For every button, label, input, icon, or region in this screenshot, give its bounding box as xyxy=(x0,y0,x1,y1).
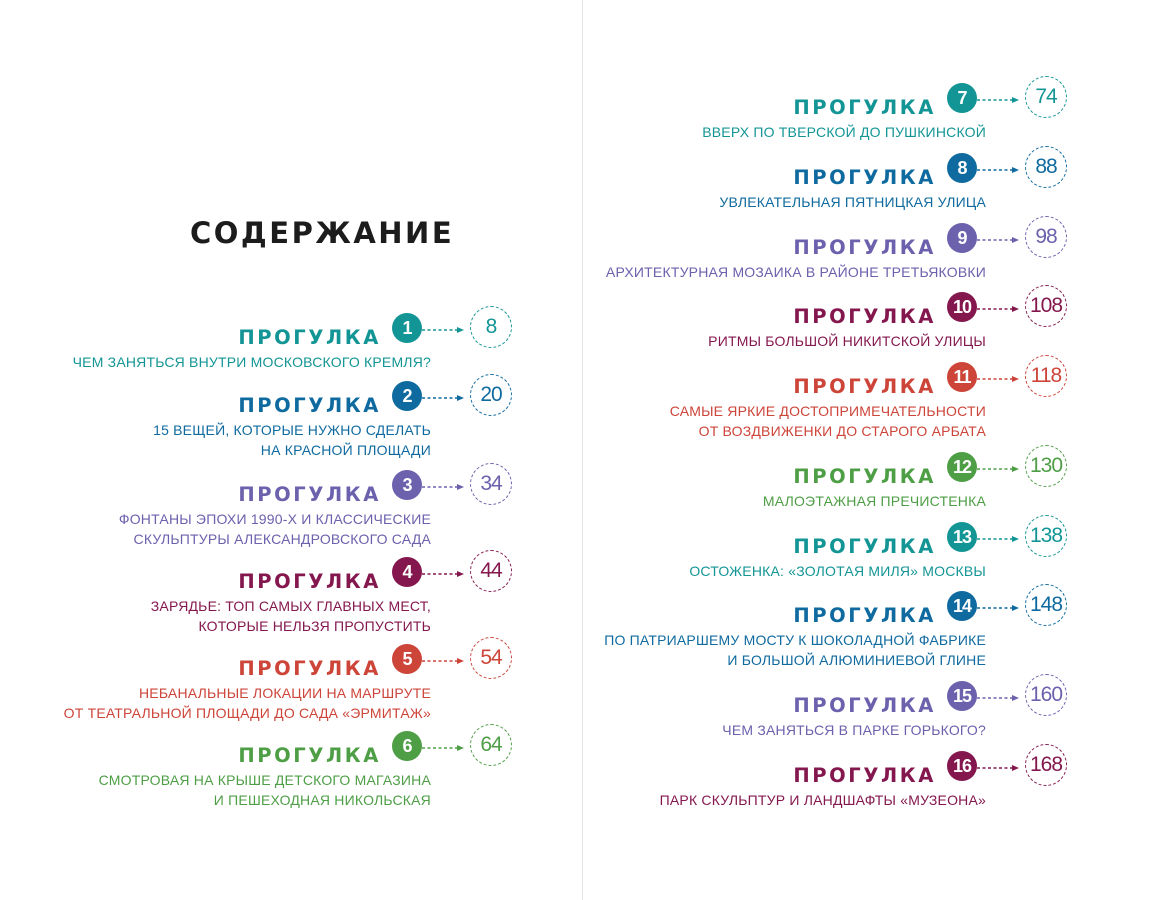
walk-label: ПРОГУЛКА xyxy=(793,535,936,558)
walk-number-badge: 14 xyxy=(947,591,977,621)
walk-label: ПРОГУЛКА xyxy=(793,604,936,627)
walk-number-badge: 13 xyxy=(947,522,977,552)
walk-number-badge: 2 xyxy=(392,381,422,411)
walk-number-badge: 1 xyxy=(392,313,422,343)
walk-number-badge: 6 xyxy=(392,731,422,761)
dashed-arrow-icon xyxy=(422,327,464,333)
page-number-circle[interactable]: 98 xyxy=(1025,216,1067,258)
walk-label: ПРОГУЛКА xyxy=(238,570,381,593)
dashed-arrow-icon xyxy=(422,484,464,490)
walk-subtitle xyxy=(151,596,431,636)
walk-subtitle xyxy=(604,630,986,670)
walk-subtitle xyxy=(708,331,986,351)
walk-subtitle xyxy=(73,352,431,372)
dashed-arrow-icon xyxy=(977,695,1019,701)
page-number-circle[interactable]: 160 xyxy=(1025,674,1067,716)
page-number-circle[interactable]: 108 xyxy=(1025,285,1067,327)
walk-subtitle xyxy=(119,509,431,549)
dashed-arrow-icon xyxy=(422,571,464,577)
walk-label: ПРОГУЛКА xyxy=(793,166,936,189)
walk-subtitle xyxy=(99,770,431,810)
subtitle-line: ОТ ВОЗДВИЖЕНКИ ДО СТАРОГО АРБАТА xyxy=(698,423,986,439)
subtitle-line: ПО ПАТРИАРШЕМУ МОСТУ К ШОКОЛАДНОЙ ФАБРИКЕ xyxy=(604,632,986,648)
subtitle-line: МАЛОЭТАЖНАЯ ПРЕЧИСТЕНКА xyxy=(762,493,986,509)
walk-subtitle xyxy=(719,192,986,212)
walk-subtitle xyxy=(670,401,986,441)
subtitle-line: ПАРК СКУЛЬПТУР И ЛАНДШАФТЫ «МУЗЕОНА» xyxy=(659,792,986,808)
subtitle-line: ФОНТАНЫ ЭПОХИ 1990-Х И КЛАССИЧЕСКИЕ xyxy=(118,511,431,527)
page-number-circle[interactable]: 168 xyxy=(1025,744,1067,786)
subtitle-line: САМЫЕ ЯРКИЕ ДОСТОПРИМЕЧАТЕЛЬНОСТИ xyxy=(669,403,986,419)
page-number-circle[interactable]: 74 xyxy=(1025,76,1067,118)
page-number-circle[interactable]: 8 xyxy=(470,306,512,348)
walk-number-badge: 16 xyxy=(947,751,977,781)
dashed-arrow-icon xyxy=(977,97,1019,103)
walk-label: ПРОГУЛКА xyxy=(793,764,936,787)
subtitle-line: КОТОРЫЕ НЕЛЬЗЯ ПРОПУСТИТЬ xyxy=(198,618,431,634)
subtitle-line: ОСТОЖЕНКА: «ЗОЛОТАЯ МИЛЯ» МОСКВЫ xyxy=(689,563,986,579)
walk-number-badge: 10 xyxy=(947,292,977,322)
subtitle-line: ЧЕМ ЗАНЯТЬСЯ ВНУТРИ МОСКОВСКОГО КРЕМЛЯ? xyxy=(72,354,431,370)
dashed-arrow-icon xyxy=(422,745,464,751)
subtitle-line: 15 ВЕЩЕЙ, КОТОРЫЕ НУЖНО СДЕЛАТЬ xyxy=(153,422,431,438)
page-number-circle[interactable]: 20 xyxy=(470,374,512,416)
subtitle-line: ЧЕМ ЗАНЯТЬСЯ В ПАРКЕ ГОРЬКОГО? xyxy=(722,722,986,738)
dashed-arrow-icon xyxy=(422,395,464,401)
walk-subtitle xyxy=(153,420,431,460)
walk-label: ПРОГУЛКА xyxy=(793,96,936,119)
dashed-arrow-icon xyxy=(977,605,1019,611)
dashed-arrow-icon xyxy=(977,376,1019,382)
walk-label: ПРОГУЛКА xyxy=(793,375,936,398)
walk-subtitle xyxy=(722,720,986,740)
subtitle-line: ЗАРЯДЬЕ: ТОП САМЫХ ГЛАВНЫХ МЕСТ, xyxy=(150,598,431,614)
page-number-circle[interactable]: 88 xyxy=(1025,146,1067,188)
walk-label: ПРОГУЛКА xyxy=(238,744,381,767)
walk-label: ПРОГУЛКА xyxy=(238,483,381,506)
dashed-arrow-icon xyxy=(977,167,1019,173)
dashed-arrow-icon xyxy=(977,765,1019,771)
walk-subtitle xyxy=(606,262,986,282)
subtitle-line: СМОТРОВАЯ НА КРЫШЕ ДЕТСКОГО МАГАЗИНА xyxy=(98,772,431,788)
walk-number-badge: 5 xyxy=(392,644,422,674)
walk-number-badge: 9 xyxy=(947,223,977,253)
walk-number-badge: 8 xyxy=(947,153,977,183)
page-title: СОДЕРЖАНИЕ xyxy=(190,216,455,250)
walk-label: ПРОГУЛКА xyxy=(238,657,381,680)
subtitle-line: СКУЛЬПТУРЫ АЛЕКСАНДРОВСКОГО САДА xyxy=(133,531,431,547)
walk-label: ПРОГУЛКА xyxy=(793,305,936,328)
walk-subtitle xyxy=(702,122,986,142)
walk-number-badge: 11 xyxy=(947,362,977,392)
subtitle-line: АРХИТЕКТУРНАЯ МОЗАИКА В РАЙОНЕ ТРЕТЬЯКОВКИ xyxy=(605,264,986,280)
walk-number-badge: 15 xyxy=(947,681,977,711)
subtitle-line: И ПЕШЕХОДНАЯ НИКОЛЬСКАЯ xyxy=(213,792,431,808)
page-number-circle[interactable]: 44 xyxy=(470,550,512,592)
page-number-circle[interactable]: 138 xyxy=(1025,515,1067,557)
subtitle-line: ВВЕРХ ПО ТВЕРСКОЙ ДО ПУШКИНСКОЙ xyxy=(702,124,986,140)
walk-number-badge: 4 xyxy=(392,557,422,587)
walk-label: ПРОГУЛКА xyxy=(238,394,381,417)
walk-subtitle xyxy=(660,790,986,810)
page-number-circle[interactable]: 54 xyxy=(470,637,512,679)
walk-number-badge: 12 xyxy=(947,452,977,482)
walk-number-badge: 7 xyxy=(947,83,977,113)
walk-subtitle xyxy=(689,561,986,581)
page-number-circle[interactable]: 64 xyxy=(470,724,512,766)
walk-subtitle xyxy=(64,683,431,723)
dashed-arrow-icon xyxy=(977,306,1019,312)
dashed-arrow-icon xyxy=(977,237,1019,243)
subtitle-line: И БОЛЬШОЙ АЛЮМИНИЕВОЙ ГЛИНЕ xyxy=(727,652,986,668)
subtitle-line: НА КРАСНОЙ ПЛОЩАДИ xyxy=(260,442,431,458)
walk-number-badge: 3 xyxy=(392,470,422,500)
page-number-circle[interactable]: 148 xyxy=(1025,584,1067,626)
walk-subtitle xyxy=(763,491,986,511)
page-number-circle[interactable]: 130 xyxy=(1025,445,1067,487)
walk-label: ПРОГУЛКА xyxy=(793,236,936,259)
dashed-arrow-icon xyxy=(422,658,464,664)
walk-label: ПРОГУЛКА xyxy=(238,326,381,349)
walk-label: ПРОГУЛКА xyxy=(793,694,936,717)
dashed-arrow-icon xyxy=(977,466,1019,472)
walk-label: ПРОГУЛКА xyxy=(793,465,936,488)
page-number-circle[interactable]: 34 xyxy=(470,463,512,505)
subtitle-line: ОТ ТЕАТРАЛЬНОЙ ПЛОЩАДИ ДО САДА «ЭРМИТАЖ» xyxy=(63,705,431,721)
page-number-circle[interactable]: 118 xyxy=(1025,355,1067,397)
subtitle-line: РИТМЫ БОЛЬШОЙ НИКИТСКОЙ УЛИЦЫ xyxy=(708,333,986,349)
dashed-arrow-icon xyxy=(977,536,1019,542)
subtitle-line: УВЛЕКАТЕЛЬНАЯ ПЯТНИЦКАЯ УЛИЦА xyxy=(719,194,986,210)
subtitle-line: НЕБАНАЛЬНЫЕ ЛОКАЦИИ НА МАРШРУТЕ xyxy=(139,685,431,701)
